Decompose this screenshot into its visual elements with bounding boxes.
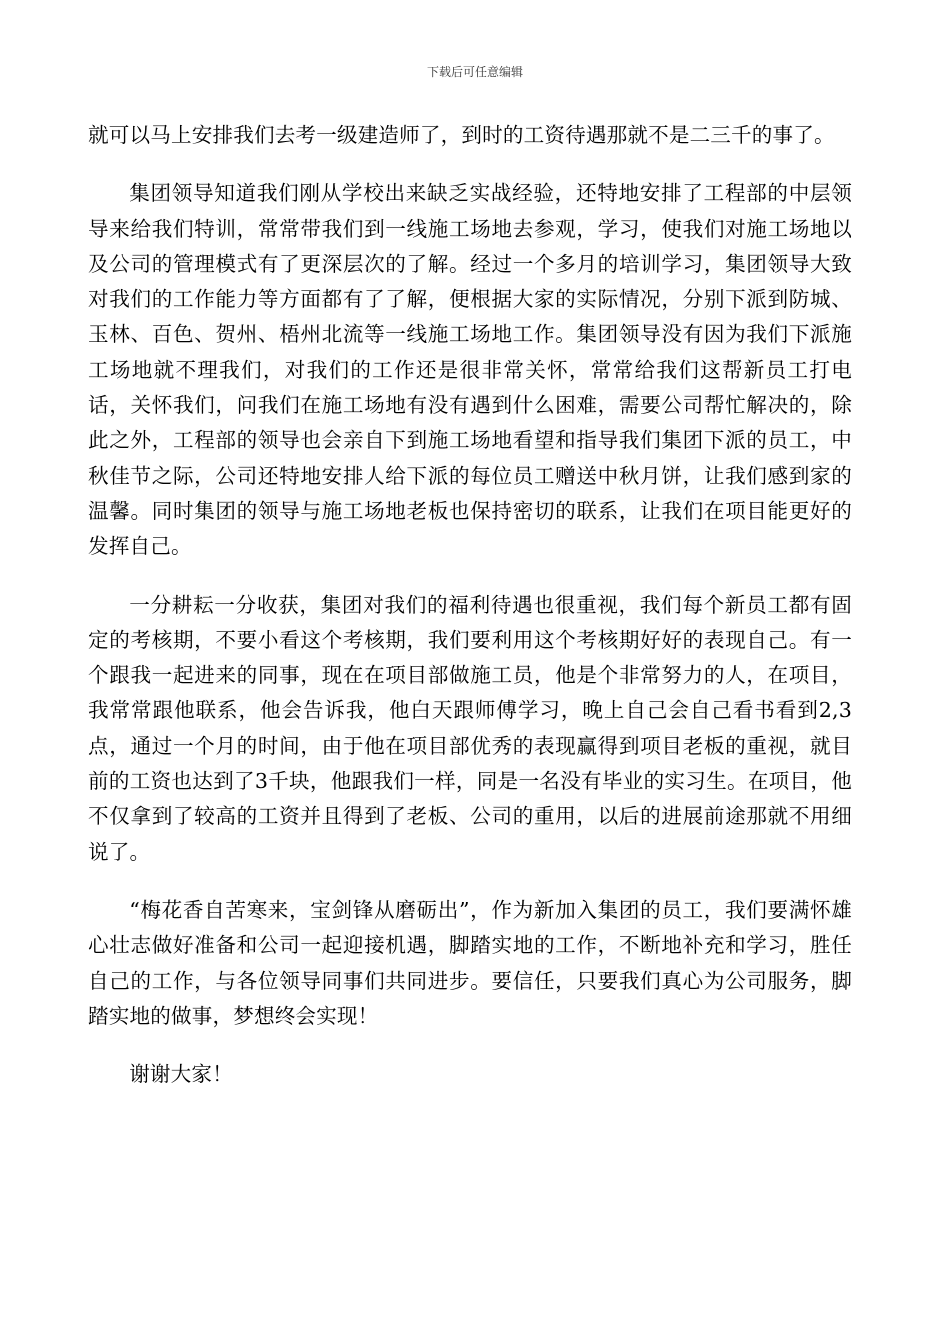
paragraph-4: “梅花香自苦寒来，宝剑锋从磨砺出”，作为新加入集团的员工，我们要满怀雄心壮志做好准备和公司一起迎接机遇，脚踏实地的工作，不断地补充和学习，胜任自己的工作，与各位领导同事们共同进步。要信任，只要我们真心为公司服务，脚踏实地的做事，梦想终会实现！ — [88, 897, 852, 1028]
paragraph-2: 集团领导知道我们刚从学校出来缺乏实战经验，还特地安排了工程部的中层领导来给我们特训，常常带我们到一线施工场地去参观，学习，使我们对施工场地以及公司的管理模式有了更深层次的了解。经过一个多月的培训学习，集团领导大致对我们的工作能力等方面都有了了解，便根据大家的实际情况，分别下派到防城、玉林、百色、贺州、梧州北流等一线施工场地工作。集团领导没有因为我们下派施工场地就不理我们，对我们的工作还是很非常关怀，常常给我们这帮新员工打电话，关怀我们，问我们在施工场地有没有遇到什么困难，需要公司帮忙解决的，除此之外，工程部的领导也会亲自下到施工场地看望和指导我们集团下派的员工，中秋佳节之际，公司还特地安排人给下派的每位员工赠送中秋月饼，让我们感到家的温馨。同时集团的领导与施工场地老板也保持密切的联系，让我们在项目能更好的发挥自己。 — [88, 181, 852, 559]
paragraph-1: 就可以马上安排我们去考一级建造师了，到时的工资待遇那就不是二三千的事了。 — [88, 123, 835, 147]
page-header: 下载后可任意编辑 — [426, 65, 523, 79]
paragraph-3: 一分耕耘一分收获，集团对我们的福利待遇也很重视，我们每个新员工都有固定的考核期，不要小看这个考核期，我们要利用这个考核期好好的表现自己。有一个跟我一起进来的同事，现在在项目部做施工员，他是个非常努力的人，在项目，我常常跟他联系，他会告诉我，他白天跟师傅学习，晚上自己会自己看书看到2,3点，通过一个月的时间，由于他在项目部优秀的表现赢得到项目老板的重视，就目前的工资也达到了3千块，他跟我们一样，同是一名没有毕业的实习生。在项目，他不仅拿到了较高的工资并且得到了老板、公司的重用，以后的进展前途那就不用细说了。 — [88, 592, 852, 864]
paragraph-closing: 谢谢大家！ — [129, 1062, 233, 1087]
document-body — [88, 118, 852, 1115]
